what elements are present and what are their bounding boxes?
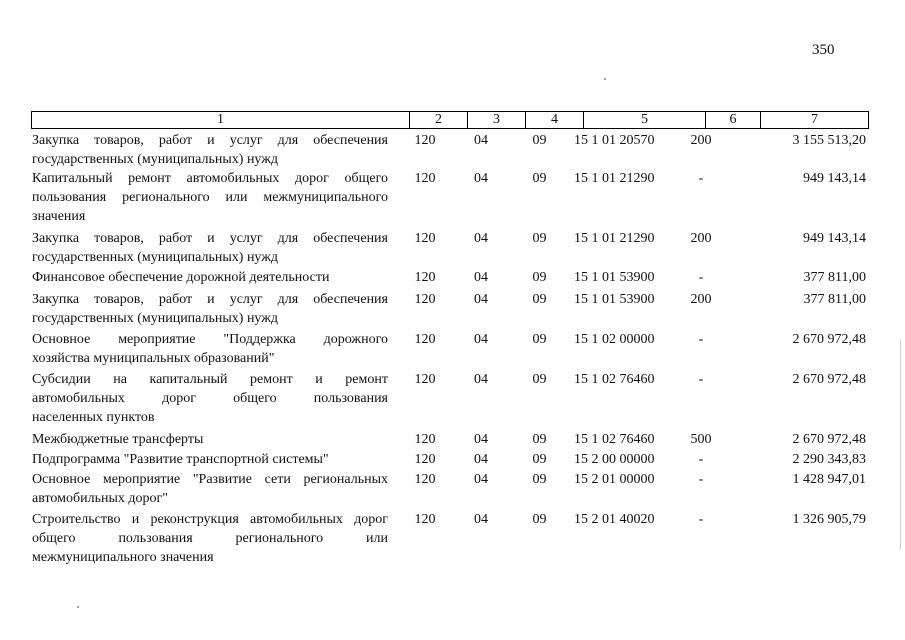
description-line: Финансовое обеспечение дорожной деятельности <box>32 270 330 285</box>
code-target: 15 1 01 21290 <box>574 231 655 246</box>
code-target: 15 1 02 76460 <box>574 372 655 387</box>
code-target: 15 1 02 00000 <box>574 332 655 347</box>
amount: 2 670 972,48 <box>792 332 866 347</box>
code-target: 15 1 02 76460 <box>574 432 655 447</box>
description-line: Основное мероприятие "Развитие сети региональных <box>32 472 388 487</box>
code-section: 04 <box>474 171 488 186</box>
row-description <box>32 268 388 287</box>
code-target: 15 2 01 00000 <box>574 472 655 487</box>
code-expense-type: - <box>698 472 704 487</box>
description-line: хозяйства муниципальных образований" <box>32 351 275 366</box>
description-line: государственных (муниципальных) нужд <box>32 250 279 265</box>
description-line: значения <box>32 209 86 224</box>
code-subsection: 09 <box>532 270 547 285</box>
description-line: общего пользования регионального или <box>32 531 388 546</box>
code-ministry: 120 <box>414 133 436 148</box>
description-line: автомобильных дорог" <box>32 491 168 506</box>
code-section: 04 <box>474 372 488 387</box>
code-subsection: 09 <box>532 452 547 467</box>
description-line: пользования регионального или межмуниципального <box>32 190 388 205</box>
code-section: 04 <box>474 452 488 467</box>
header-col-2: 2 <box>409 112 467 128</box>
scan-edge-line <box>900 340 901 550</box>
code-expense-type: - <box>698 512 704 527</box>
amount: 949 143,14 <box>803 171 866 186</box>
amount: 1 428 947,01 <box>792 472 866 487</box>
code-section: 04 <box>474 332 488 347</box>
code-expense-type: 200 <box>690 231 712 246</box>
description-line: Межбюджетные трансферты <box>32 432 204 447</box>
description-line: Строительство и реконструкция автомобильных дорог <box>32 512 388 527</box>
code-target: 15 1 01 21290 <box>574 171 655 186</box>
code-target: 15 1 01 53900 <box>574 292 655 307</box>
row-description <box>32 370 388 427</box>
page-number: 350 <box>812 42 835 58</box>
code-section: 04 <box>474 270 488 285</box>
amount: 2 290 343,83 <box>792 452 866 467</box>
code-ministry: 120 <box>414 472 436 487</box>
code-subsection: 09 <box>532 512 547 527</box>
code-ministry: 120 <box>414 372 436 387</box>
row-description <box>32 169 388 226</box>
code-subsection: 09 <box>532 292 547 307</box>
code-ministry: 120 <box>414 270 436 285</box>
code-expense-type: 200 <box>690 292 712 307</box>
description-line: Капитальный ремонт автомобильных дорог общего <box>32 171 388 186</box>
code-section: 04 <box>474 231 488 246</box>
amount: 2 670 972,48 <box>792 432 866 447</box>
code-ministry: 120 <box>414 171 436 186</box>
header-col-6: 6 <box>705 112 760 128</box>
row-description <box>32 229 388 267</box>
amount: 377 811,00 <box>803 292 866 307</box>
scan-speck <box>604 78 606 80</box>
code-ministry: 120 <box>414 512 436 527</box>
row-description <box>32 290 388 328</box>
code-subsection: 09 <box>532 133 547 148</box>
code-subsection: 09 <box>532 432 547 447</box>
code-section: 04 <box>474 432 488 447</box>
code-expense-type: 200 <box>690 133 712 148</box>
code-subsection: 09 <box>532 472 547 487</box>
code-ministry: 120 <box>414 292 436 307</box>
description-line: автомобильных дорог общего пользования <box>32 391 388 406</box>
code-expense-type: - <box>698 452 704 467</box>
code-expense-type: 500 <box>690 432 712 447</box>
code-expense-type: - <box>698 372 704 387</box>
header-col-3: 3 <box>467 112 525 128</box>
header-col-5: 5 <box>583 112 705 128</box>
code-section: 04 <box>474 292 488 307</box>
code-section: 04 <box>474 472 488 487</box>
code-ministry: 120 <box>414 231 436 246</box>
code-expense-type: - <box>698 270 704 285</box>
row-description <box>32 430 388 449</box>
code-subsection: 09 <box>532 332 547 347</box>
amount: 377 811,00 <box>803 270 866 285</box>
code-ministry: 120 <box>414 332 436 347</box>
row-description <box>32 510 388 567</box>
amount: 3 155 513,20 <box>792 133 866 148</box>
description-line: Подпрограмма "Развитие транспортной системы" <box>32 452 329 467</box>
code-subsection: 09 <box>532 372 547 387</box>
description-line: межмуниципального значения <box>32 550 214 565</box>
header-col-7: 7 <box>760 112 868 128</box>
row-description <box>32 330 388 368</box>
amount: 1 326 905,79 <box>792 512 866 527</box>
code-section: 04 <box>474 133 488 148</box>
row-description <box>32 470 388 508</box>
description-line: государственных (муниципальных) нужд <box>32 311 279 326</box>
code-expense-type: - <box>698 332 704 347</box>
code-target: 15 1 01 20570 <box>574 133 655 148</box>
amount: 2 670 972,48 <box>792 372 866 387</box>
header-col-4: 4 <box>525 112 583 128</box>
description-line: Закупка товаров, работ и услуг для обеспечения <box>32 292 388 307</box>
table-header <box>31 111 869 129</box>
header-col-1: 1 <box>217 112 224 127</box>
code-target: 15 1 01 53900 <box>574 270 655 285</box>
scan-speck <box>77 606 79 608</box>
row-description <box>32 450 388 469</box>
description-line: государственных (муниципальных) нужд <box>32 152 279 167</box>
code-subsection: 09 <box>532 171 547 186</box>
description-line: населенных пунктов <box>32 410 155 425</box>
code-ministry: 120 <box>414 432 436 447</box>
code-ministry: 120 <box>414 452 436 467</box>
code-target: 15 2 01 40020 <box>574 512 655 527</box>
description-line: Основное мероприятие "Поддержка дорожного <box>32 332 388 347</box>
description-line: Закупка товаров, работ и услуг для обеспечения <box>32 133 388 148</box>
code-subsection: 09 <box>532 231 547 246</box>
code-target: 15 2 00 00000 <box>574 452 655 467</box>
amount: 949 143,14 <box>803 231 866 246</box>
description-line: Закупка товаров, работ и услуг для обеспечения <box>32 231 388 246</box>
code-expense-type: - <box>698 171 704 186</box>
description-line: Субсидии на капитальный ремонт и ремонт <box>32 372 388 387</box>
code-section: 04 <box>474 512 488 527</box>
row-description <box>32 131 388 169</box>
